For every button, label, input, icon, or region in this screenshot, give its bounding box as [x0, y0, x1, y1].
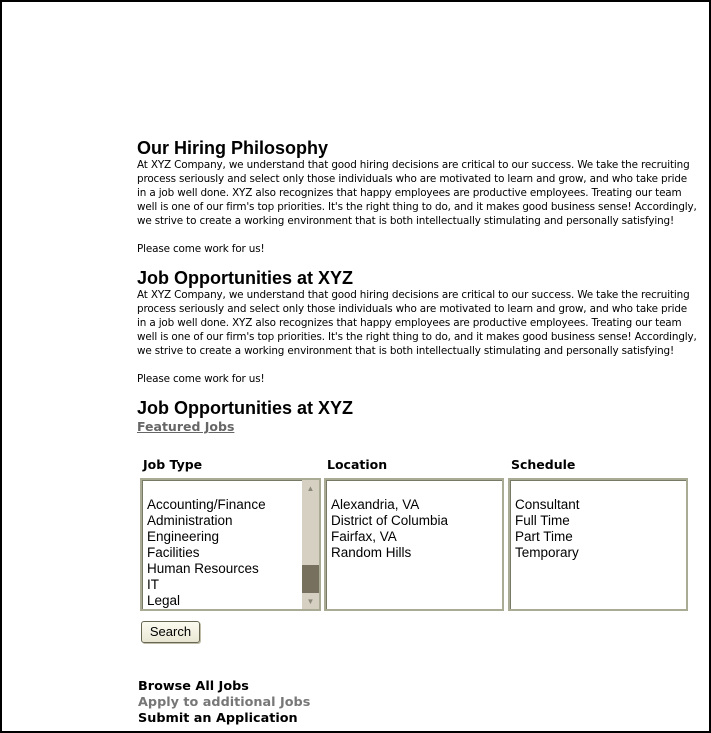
location-option[interactable]: Alexandria, VA: [331, 497, 420, 512]
schedule-filter: [508, 457, 688, 560]
job-type-option[interactable]: Legal: [147, 593, 181, 608]
location-filter: [324, 457, 504, 560]
job-type-option[interactable]: Engineering: [147, 529, 220, 544]
scroll-down-arrow-icon[interactable]: ▼: [306, 597, 315, 606]
schedule-option[interactable]: Temporary: [515, 545, 579, 560]
job-search-section: [137, 398, 697, 436]
schedule-listbox[interactable]: [508, 478, 688, 611]
section-body: At XYZ Company, we understand that good hiring decisions are critical to our success. We take the recruiting process seriously and select only those individuals who are motivated to learn and grow, and who take pride in a job well done. XYZ also recognizes that happy employees are productive employees. Treating our team well is one of our firm's top priorities. It's the right thing to do, and it makes good business sense! Accordingly, we strive to create a working environment that is both intellectually stimulating and personally satisfying!: [137, 159, 697, 227]
apply-additional-jobs-link[interactable]: Apply to additional Jobs: [138, 695, 311, 710]
job-search-title: Job Opportunities at XYZ: [137, 398, 354, 418]
location-option[interactable]: Fairfax, VA: [331, 529, 397, 544]
job-type-options: [142, 480, 319, 609]
browse-all-jobs-link[interactable]: Browse All Jobs: [138, 679, 249, 694]
job-type-listbox[interactable]: [140, 478, 321, 611]
schedule-options: [510, 480, 686, 561]
location-label: Location: [327, 457, 388, 472]
schedule-option[interactable]: Part Time: [515, 529, 573, 544]
schedule-label: Schedule: [511, 457, 576, 472]
job-links: [138, 679, 310, 727]
section-body: At XYZ Company, we understand that good hiring decisions are critical to our success. We take the recruiting process seriously and select only those individuals who are motivated to learn and grow, and who take pride in a job well done. XYZ also recognizes that happy employees are productive employees. Treating our team well is one of our firm's top priorities. It's the right thing to do, and it makes good business sense! Accordingly, we strive to create a working environment that is both intellectually stimulating and personally satisfying!: [137, 289, 697, 357]
submit-application-link[interactable]: Submit an Application: [138, 711, 298, 726]
job-type-filter: [140, 457, 321, 608]
featured-jobs-link[interactable]: Featured Jobs: [137, 419, 235, 434]
job-opportunities-section: [137, 268, 697, 386]
job-filters: [140, 457, 695, 617]
job-type-option[interactable]: Administration: [147, 513, 233, 528]
job-type-option[interactable]: Accounting/Finance: [147, 497, 266, 512]
scrollbar-thumb[interactable]: [302, 565, 319, 593]
schedule-option[interactable]: Full Time: [515, 513, 570, 528]
page-frame: [2, 2, 709, 731]
location-options: [326, 480, 502, 561]
job-type-option[interactable]: Facilities: [147, 545, 200, 560]
section-title: Our Hiring Philosophy: [137, 138, 329, 158]
section-closing: Please come work for us!: [137, 243, 265, 255]
location-option[interactable]: District of Columbia: [331, 513, 449, 528]
job-type-option[interactable]: IT: [147, 577, 159, 592]
scroll-up-arrow-icon[interactable]: ▲: [306, 484, 315, 493]
search-button[interactable]: Search: [141, 621, 200, 643]
job-type-option[interactable]: Human Resources: [147, 561, 259, 576]
section-closing: Please come work for us!: [137, 373, 265, 385]
location-option[interactable]: Random Hills: [331, 545, 412, 560]
job-type-scrollbar[interactable]: [302, 480, 319, 609]
schedule-option[interactable]: Consultant: [515, 497, 580, 512]
main-content: [137, 138, 697, 726]
hiring-philosophy-section: [137, 138, 697, 256]
section-title: Job Opportunities at XYZ: [137, 268, 354, 288]
job-type-label: Job Type: [143, 457, 203, 472]
location-listbox[interactable]: [324, 478, 504, 611]
